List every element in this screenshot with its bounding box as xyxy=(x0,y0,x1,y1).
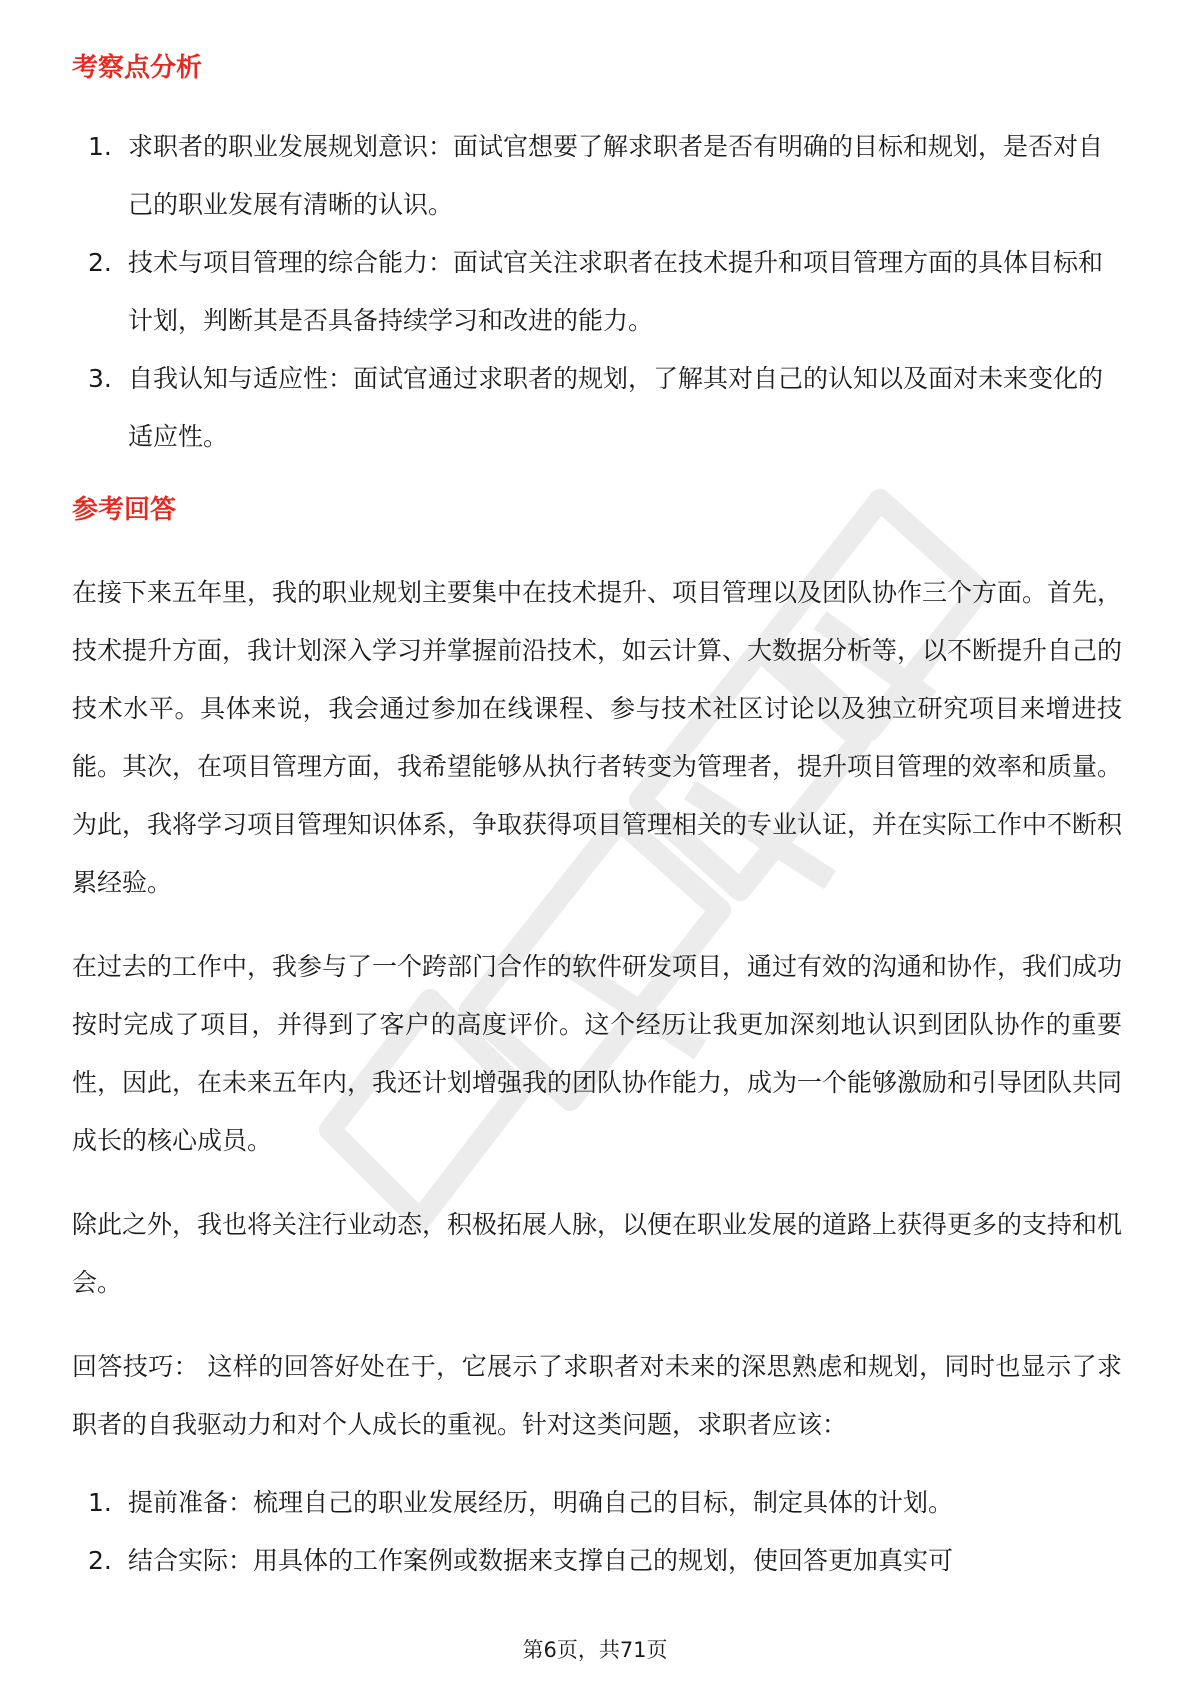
analysis-list xyxy=(72,118,1122,466)
answer-tips-paragraph: 回答技巧： 这样的回答好处在于，它展示了求职者对未来的深思熟虑和规划，同时也显示了求职者的自我驱动力和对个人成长的重视。针对这类问题，求职者应该： xyxy=(72,1352,1122,1439)
list-item-text: 提前准备：梳理自己的职业发展经历，明确自己的目标，制定具体的计划。 xyxy=(128,1488,954,1517)
answer-paragraph: 在接下来五年里，我的职业规划主要集中在技术提升、项目管理以及团队协作三个方面。首先，技术提升方面，我计划深入学习并掌握前沿技术，如云计算、大数据分析等，以不断提升自己的技术水平。具体来说，我会通过参加在线课程、参与技术社区讨论以及独立研究项目来增进技能。其次，在项目管理方面，我希望能够从执行者转变为管理者，提升项目管理的效率和质量。为此，我将学习项目管理知识体系，争取获得项目管理相关的专业认证，并在实际工作中不断积累经验。 xyxy=(72,578,1123,897)
list-number: 2. xyxy=(88,248,112,277)
answer-heading: 参考回答 xyxy=(72,495,177,525)
list-item xyxy=(72,1474,1122,1532)
tips-list xyxy=(72,1474,1122,1590)
main-content xyxy=(72,48,1122,1590)
answer-paragraph: 除此之外，我也将关注行业动态，积极拓展人脉，以便在职业发展的道路上获得更多的支持和机会。 xyxy=(72,1210,1123,1297)
list-item xyxy=(72,234,1122,350)
list-number: 3. xyxy=(88,364,112,393)
list-item-text: 结合实际：用具体的工作案例或数据来支撑自己的规划，使回答更加真实可 xyxy=(128,1546,954,1575)
list-item-text: 技术与项目管理的综合能力：面试官关注求职者在技术提升和项目管理方面的具体目标和计划，判断其是否具备持续学习和改进的能力。 xyxy=(128,248,1104,335)
answer-paragraph: 在过去的工作中，我参与了一个跨部门合作的软件研发项目，通过有效的沟通和协作，我们成功按时完成了项目，并得到了客户的高度评价。这个经历让我更加深刻地认识到团队协作的重要性，因此，在未来五年内，我还计划增强我的团队协作能力，成为一个能够激励和引导团队共同成长的核心成员。 xyxy=(72,952,1123,1155)
analysis-heading: 考察点分析 xyxy=(72,53,203,83)
list-item xyxy=(72,350,1122,466)
list-number: 2. xyxy=(88,1546,112,1575)
list-item xyxy=(72,1532,1122,1590)
page-footer: 第6页，共71页 xyxy=(522,1638,668,1662)
list-item xyxy=(72,118,1122,234)
list-item-text: 求职者的职业发展规划意识：面试官想要了解求职者是否有明确的目标和规划，是否对自己的职业发展有清晰的认识。 xyxy=(128,132,1104,219)
list-number: 1. xyxy=(88,132,112,161)
list-number: 1. xyxy=(88,1488,112,1517)
list-item-text: 自我认知与适应性：面试官通过求职者的规划，了解其对自己的认知以及面对未来变化的适应性。 xyxy=(128,364,1104,451)
